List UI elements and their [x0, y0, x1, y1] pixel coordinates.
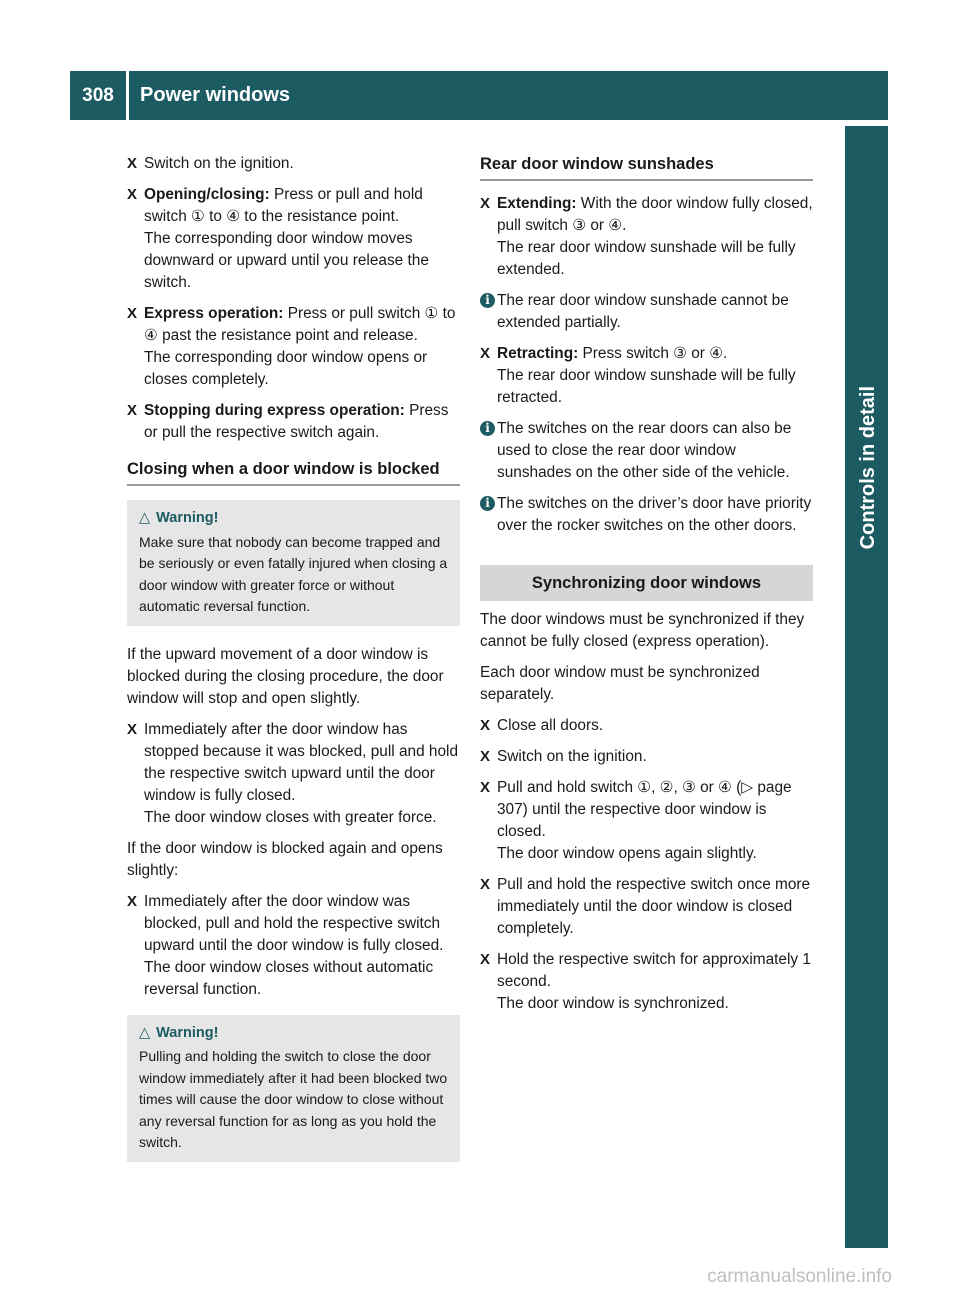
step-arrow-icon: X: [480, 748, 491, 765]
warning-text: Pulling and holding the switch to close the door window immediately after it had been blocked two times will cause the door window to close without any reversal function for as long as you hold the switch.: [139, 1048, 448, 1150]
step-arrow-icon: X: [480, 717, 491, 734]
warning-triangle-icon: △: [139, 1024, 151, 1041]
step-result: The corresponding door window opens or closes completely.: [144, 349, 428, 388]
step-item: [480, 874, 813, 940]
section-heading-synchronizing: Synchronizing door windows: [480, 565, 813, 601]
watermark: carmanualsonline.info: [707, 1266, 892, 1287]
paragraph: If the upward movement of a door window is blocked during the closing procedure, the door window will stop and open slightly.: [127, 645, 444, 707]
step-arrow-icon: X: [127, 892, 138, 910]
paragraph: The door windows must be synchronized if they cannot be fully closed (express operation).: [480, 611, 805, 650]
step-arrow-icon: X: [127, 155, 138, 172]
info-text: The rear door window sunshade cannot be extended partially.: [497, 292, 789, 331]
warning-title: [139, 1023, 450, 1045]
step-bold: Express operation:: [144, 305, 284, 322]
warning-title-text: Warning!: [156, 1024, 219, 1041]
step-result: The corresponding door window moves downward or upward until you release the switch.: [144, 230, 429, 291]
step-text: Press or pull and hold switch ① to ④ to the resistance point.: [144, 186, 423, 225]
step-arrow-icon: X: [480, 195, 491, 212]
step-item: [480, 746, 813, 768]
info-icon: i: [480, 293, 495, 308]
step-text: Pull and hold the respective switch once more immediately until the door window is closed completely.: [497, 876, 811, 937]
step-text: Press switch ③ or ④.: [578, 345, 728, 362]
info-text: The switches on the driver’s door have priority over the rocker switches on the other doors.: [497, 495, 812, 534]
section-heading-sunshades: Rear door window sunshades: [480, 153, 813, 181]
step-bold: Stopping during express operation:: [144, 402, 405, 419]
sidebar-label: Controls in detail: [857, 386, 879, 550]
step-result: The door window closes without automatic reversal function.: [144, 958, 434, 998]
step-result: The rear door window sunshade will be fully extended.: [497, 239, 796, 278]
page-title: Power windows: [140, 84, 291, 106]
warning-text: Make sure that nobody can become trapped and be seriously or even fatally injured when closing a door window with greater force or without automatic reversal function.: [139, 533, 448, 614]
sidebar-label-wrap: [845, 126, 888, 550]
page-number: 308: [82, 85, 114, 106]
header-divider: [126, 71, 129, 120]
info-note: [480, 290, 813, 334]
step-arrow-icon: X: [127, 402, 138, 419]
step-text: Immediately after the door window has stopped because it was blocked, pull and hold the respective switch upward until the door window is fully closed.: [144, 720, 459, 804]
info-icon: i: [480, 421, 495, 436]
step-text: Pull and hold switch ①, ②, ③ or ④ (▷ page 307) until the respective door window is closed.: [497, 779, 792, 840]
step-text: Press or pull the respective switch again.: [144, 402, 449, 441]
step-bold: Extending:: [497, 195, 577, 212]
warning-box: [127, 1015, 460, 1162]
step-text: Immediately after the door window was blocked, pull and hold the respective switch upward until the door window is fully closed.: [144, 892, 444, 954]
step-arrow-icon: X: [480, 876, 491, 893]
step-arrow-icon: X: [480, 951, 491, 968]
step-result: The rear door window sunshade will be fully retracted.: [497, 367, 796, 406]
step-text: Switch on the ignition.: [497, 748, 647, 765]
step-bold: Opening/closing:: [144, 186, 270, 203]
step-item: [480, 193, 813, 281]
step-item: [480, 949, 813, 1015]
step-result: The door window closes with greater force.: [144, 808, 437, 826]
paragraph: Each door window must be synchronized separately.: [480, 664, 760, 703]
step-arrow-icon: X: [480, 779, 491, 796]
step-arrow-icon: X: [127, 186, 138, 203]
warning-title: [139, 508, 450, 530]
step-arrow-icon: X: [480, 345, 491, 362]
step-arrow-icon: X: [127, 305, 138, 322]
step-item: [127, 184, 460, 294]
step-item: [127, 400, 460, 444]
step-text: Switch on the ignition.: [144, 155, 294, 172]
info-note: [480, 418, 813, 484]
warning-triangle-icon: △: [139, 510, 151, 526]
paragraph: If the door window is blocked again and opens slightly:: [127, 839, 443, 879]
info-icon: i: [480, 496, 495, 511]
step-text: Hold the respective switch for approximately 1 second.: [497, 951, 811, 990]
step-item: [127, 153, 460, 175]
right-column: [480, 153, 813, 1024]
step-item: [127, 303, 460, 391]
step-item: [127, 891, 460, 1001]
step-text: Close all doors.: [497, 717, 604, 734]
step-text: With the door window fully closed, pull switch ③ or ④.: [497, 195, 813, 234]
step-text: Press or pull switch ① to ④ past the resistance point and release.: [144, 305, 456, 344]
info-note: [480, 493, 813, 537]
step-item: [127, 719, 460, 829]
step-bold: Retracting:: [497, 345, 579, 362]
step-arrow-icon: X: [127, 720, 138, 738]
left-column: [127, 153, 460, 1180]
warning-title-text: Warning!: [156, 510, 219, 526]
step-result: The door window is synchronized.: [497, 995, 729, 1012]
info-text: The switches on the rear doors can also be used to close the rear door window sunshades on the other side of the vehicle.: [497, 420, 792, 481]
warning-box: [127, 500, 460, 626]
step-item: [480, 343, 813, 409]
step-item: [480, 715, 813, 737]
section-heading-blocked: Closing when a door window is blocked: [127, 458, 460, 486]
step-result: The door window opens again slightly.: [497, 845, 757, 862]
step-item: [480, 777, 813, 865]
